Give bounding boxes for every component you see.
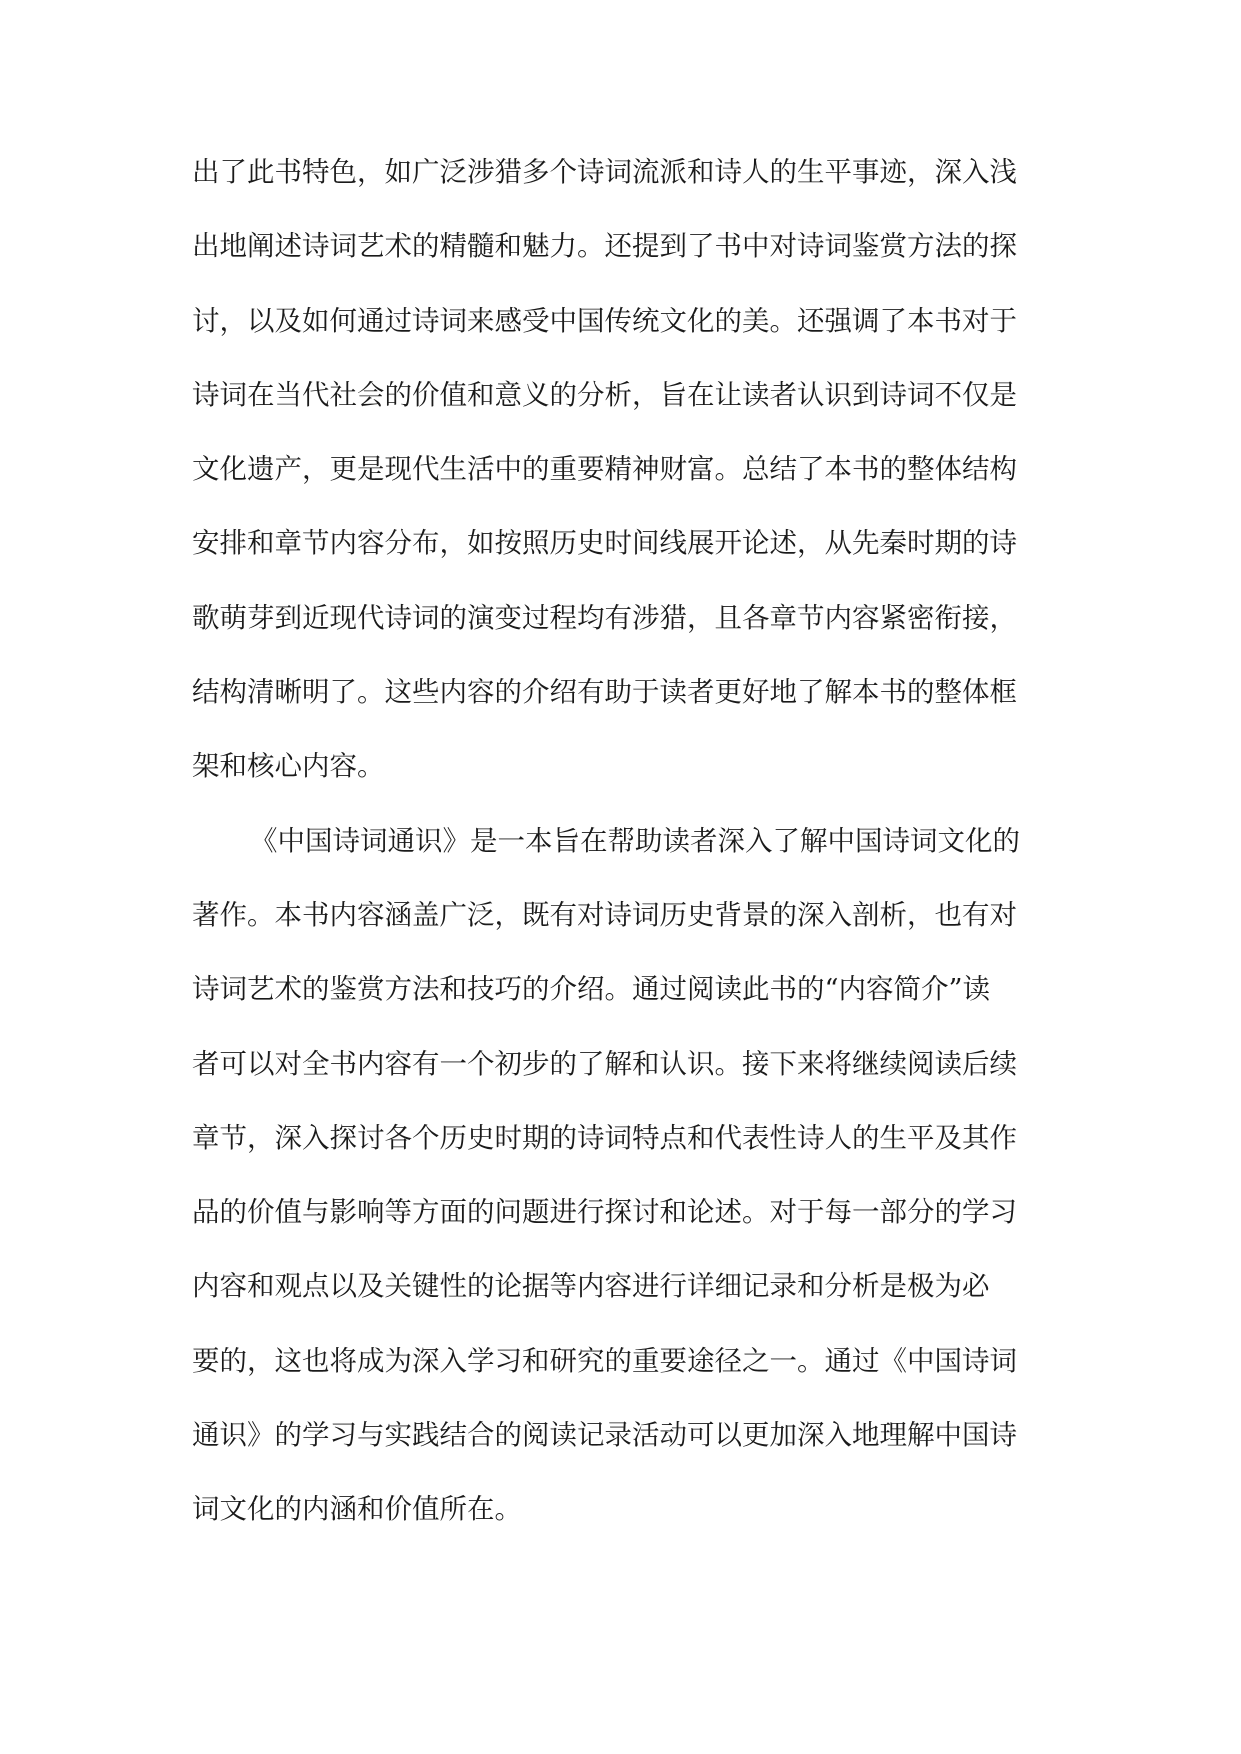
text-line: 出了此书特色，如广泛涉猎多个诗词流派和诗人的生平事迹，深入浅	[192, 156, 1017, 188]
text-line: 词文化的内涵和价值所在。	[192, 1493, 522, 1526]
text-line: 歌萌芽到近现代诗词的演变过程均有涉猎，且各章节内容紧密衔接，	[192, 601, 1017, 634]
text-line: 内容和观点以及关键性的论据等内容进行详细记录和分析是极为必	[192, 1270, 990, 1303]
text-line: 架和核心内容。	[192, 750, 385, 783]
body-text	[192, 142, 1072, 1554]
text-line: 诗词艺术的鉴赏方法和技巧的介绍。通过阅读此书的“内容简介”读	[192, 973, 991, 1006]
text-line: 通识》的学习与实践结合的阅读记录活动可以更加深入地理解中国诗	[192, 1419, 1017, 1452]
text-line: 品的价值与影响等方面的问题进行探讨和论述。对于每一部分的学习	[192, 1196, 1017, 1229]
text-line: 安排和章节内容分布，如按照历史时间线展开论述，从先秦时期的诗	[192, 527, 1017, 560]
text-line: 著作。本书内容涵盖广泛，既有对诗词历史背景的深入剖析，也有对	[192, 898, 1017, 931]
text-line: 出地阐述诗词艺术的精髓和魅力。还提到了书中对诗词鉴赏方法的探	[192, 230, 1017, 263]
text-line: 者可以对全书内容有一个初步的了解和认识。接下来将继续阅读后续	[192, 1047, 1017, 1080]
paragraph-2	[192, 811, 1072, 1554]
text-line: 要的，这也将成为深入学习和研究的重要途径之一。通过《中国诗词	[192, 1344, 1017, 1377]
paragraph-1	[192, 142, 1072, 811]
text-line: 文化遗产，更是现代生活中的重要精神财富。总结了本书的整体结构	[192, 453, 1017, 486]
text-line: 讨，以及如何通过诗词来感受中国传统文化的美。还强调了本书对于	[192, 304, 1017, 337]
text-line: 结构清晰明了。这些内容的介绍有助于读者更好地了解本书的整体框	[192, 676, 1017, 709]
text-line: 《中国诗词通识》是一本旨在帮助读者深入了解中国诗词文化的	[250, 824, 1020, 857]
text-line: 章节，深入探讨各个历史时期的诗词特点和代表性诗人的生平及其作	[192, 1121, 1017, 1154]
text-line: 诗词在当代社会的价值和意义的分析，旨在让读者认识到诗词不仅是	[192, 378, 1017, 411]
